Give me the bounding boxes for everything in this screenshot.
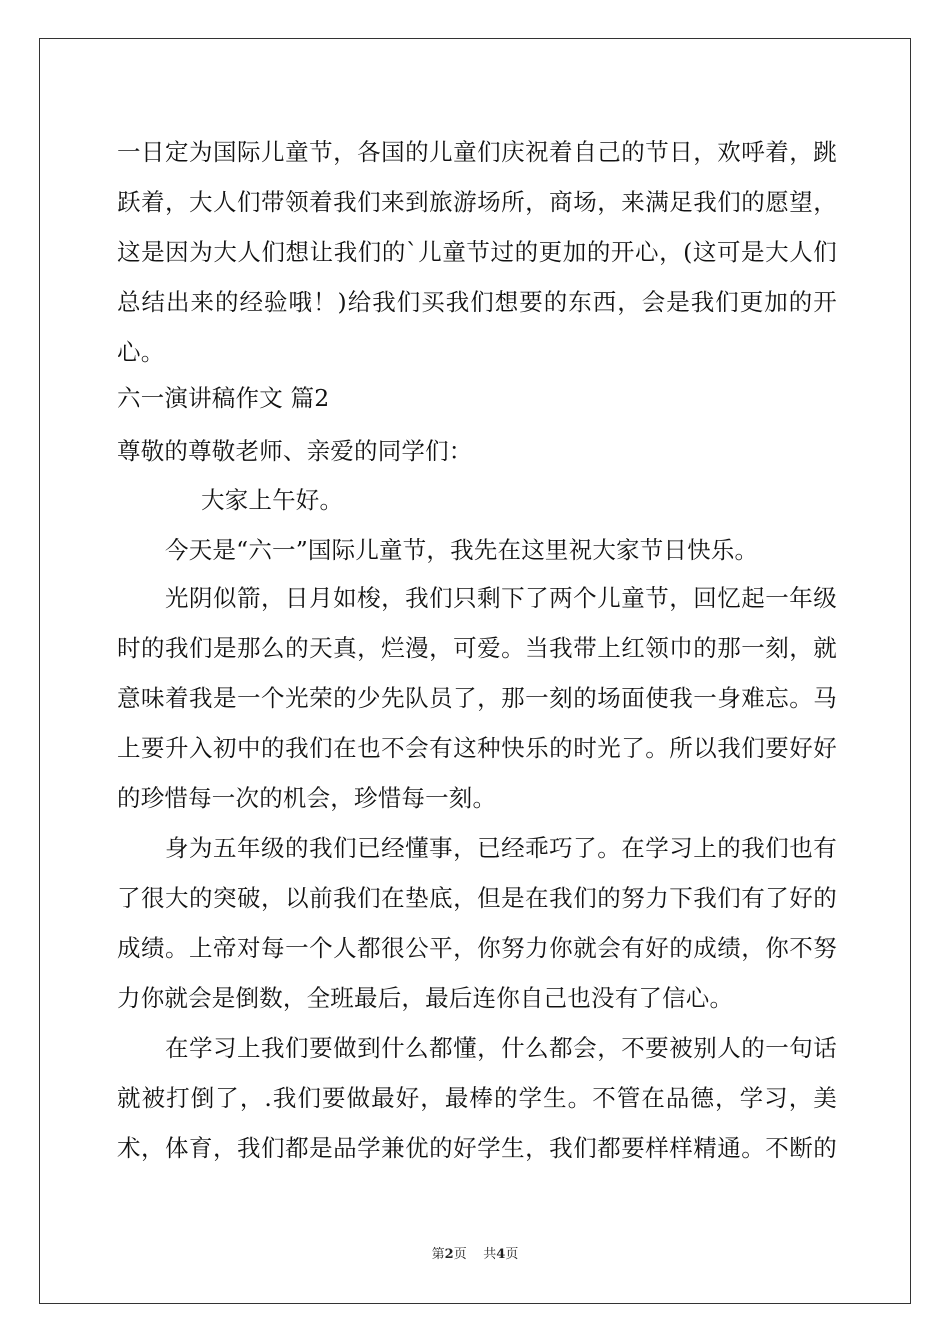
salutation: 尊敬的尊敬老师、亲爱的同学们： [117,437,473,465]
text-line: 了很大的突破，以前我们在垫底，但是在我们的努力下我们有了好的 [117,884,837,912]
text-line: 跃着，大人们带领着我们来到旅游场所，商场，来满足我们的愿望， [117,188,837,216]
paragraph-first-line: 光阴似箭，日月如梭，我们只剩下了两个儿童节，回忆起一年级 [165,584,837,612]
paragraph-first-line: 今天是“六一”国际儿童节，我先在这里祝大家节日快乐。 [165,536,759,564]
page-suffix: 页 [453,1247,467,1262]
page-indicator [432,1247,467,1262]
text-line: 心。 [117,338,165,366]
page-footer [0,1246,950,1264]
text-line: 就被打倒了，.我们要做最好，最棒的学生。不管在品德，学习，美 [117,1084,837,1112]
text-line: 术，体育，我们都是品学兼优的好学生，我们都要样样精通。不断的 [117,1134,837,1162]
total-prefix: 共 [483,1247,497,1262]
page-number: 2 [444,1247,454,1262]
paragraph-first-line: 身为五年级的我们已经懂事，已经乖巧了。在学习上的我们也有 [165,834,837,862]
text-line: 的珍惜每一次的机会，珍惜每一刻。 [117,784,497,812]
text-line: 成绩。上帝对每一个人都很公平，你努力你就会有好的成绩，你不努 [117,934,837,962]
total-indicator [483,1247,518,1262]
greeting: 大家上午好。 [201,486,344,514]
text-line: 时的我们是那么的天真，烂漫，可爱。当我带上红领巾的那一刻，就 [117,634,837,662]
text-line: 意味着我是一个光荣的少先队员了，那一刻的场面使我一身难忘。马 [117,684,837,712]
text-line: 力你就会是倒数，全班最后，最后连你自己也没有了信心。 [117,984,734,1012]
page-border [39,38,911,1304]
total-pages: 4 [496,1247,506,1262]
text-line: 上要升入初中的我们在也不会有这种快乐的时光了。所以我们要好好 [117,734,837,762]
text-line: 一日定为国际儿童节，各国的儿童们庆祝着自己的节日，欢呼着，跳 [117,138,837,166]
paragraph-first-line: 在学习上我们要做到什么都懂，什么都会，不要被别人的一句话 [165,1034,837,1062]
section-heading: 六一演讲稿作文 篇2 [117,384,330,412]
total-suffix: 页 [505,1247,519,1262]
text-line: 这是因为大人们想让我们的`儿童节过的更加的开心，(这可是大人们 [117,238,837,266]
text-line: 总结出来的经验哦！)给我们买我们想要的东西，会是我们更加的开 [117,288,837,316]
page-prefix: 第 [431,1247,445,1262]
